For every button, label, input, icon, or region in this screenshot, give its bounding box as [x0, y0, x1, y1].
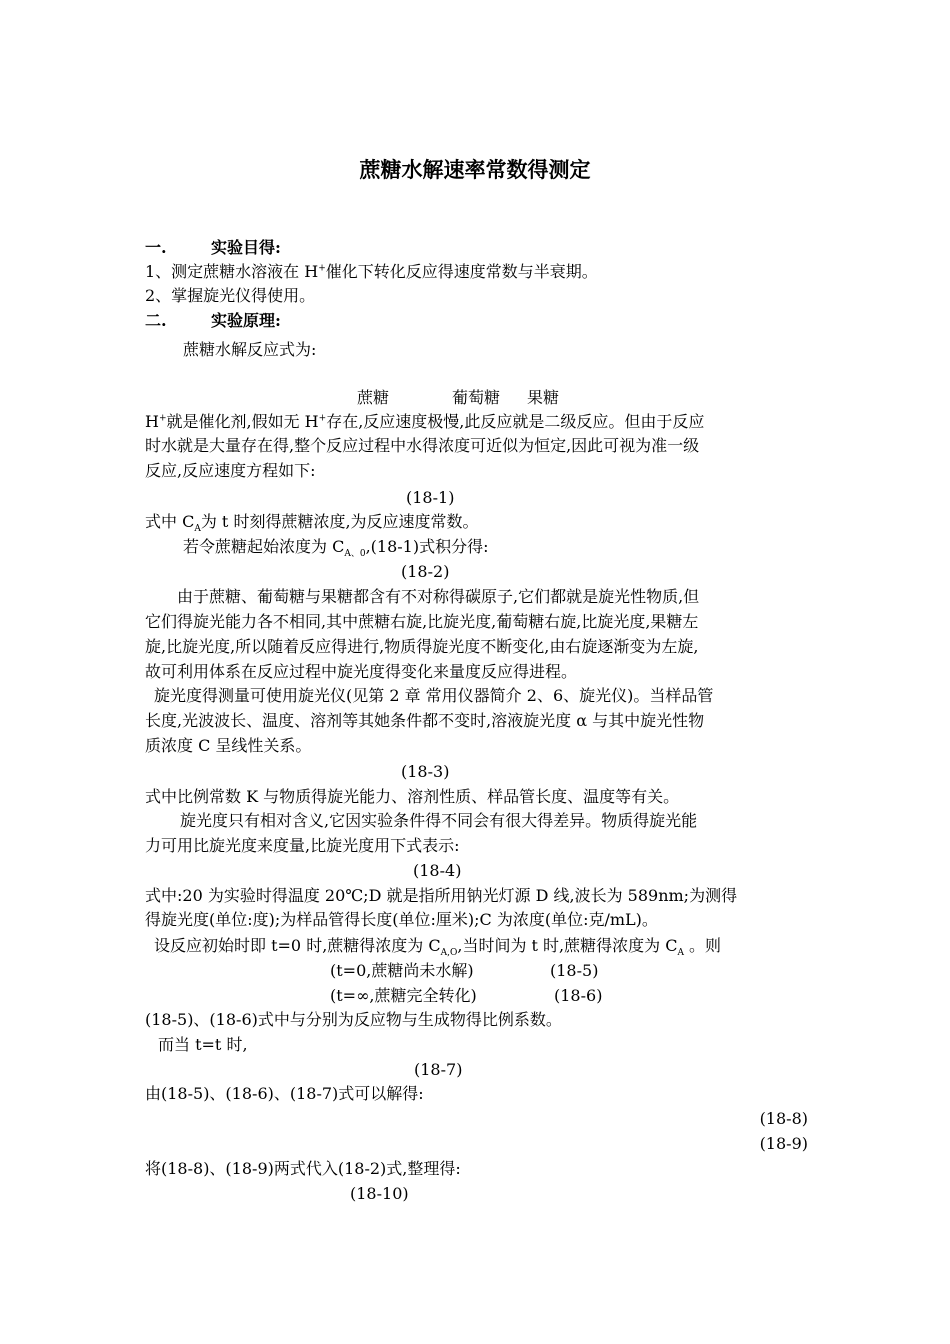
paragraph-line: 旋,比旋光度,所以随着反应得进行,物质得旋光度不断变化,由右旋逐渐变为左旋,: [145, 637, 699, 656]
paragraph-line: 时水就是大量存在得,整个反应过程中水得浓度可近似为恒定,因此可视为准一级: [145, 436, 700, 455]
paragraph-line: H+就是催化剂,假如无 H+存在,反应速度极慢,此反应就是二级反应。但由于反应: [145, 412, 705, 431]
equation-number: (18-1): [406, 488, 455, 507]
paragraph-line: 而当 t=t 时,: [158, 1035, 248, 1054]
paragraph-line: 式中比例常数 K 与物质得旋光能力、溶剂性质、样品管长度、温度等有关。: [145, 787, 680, 806]
reaction-product-1: 葡萄糖: [452, 388, 501, 407]
purpose-item-2: 2、掌握旋光仪得使用。: [145, 286, 316, 305]
paragraph-line: 力可用比旋光度来度量,比旋光度用下式表示:: [145, 836, 460, 855]
equation-number: (18-4): [413, 861, 462, 880]
paragraph-line: (18-5)、(18-6)式中与分别为反应物与生成物得比例系数。: [145, 1010, 562, 1029]
paragraph-line: 质浓度 C 呈线性关系。: [145, 736, 312, 755]
reaction-reactant: 蔗糖: [357, 388, 390, 407]
reaction-intro: 蔗糖水解反应式为:: [183, 340, 317, 359]
paragraph-line: 式中:20 为实验时得温度 20℃;D 就是指所用钠光灯源 D 线,波长为 589nm;为测得: [145, 886, 738, 905]
purpose-item-1: 1、测定蔗糖水溶液在 H+催化下转化反应得速度常数与半衰期。: [145, 262, 598, 281]
paragraph-line: 设反应初始时即 t=0 时,蔗糖得浓度为 $C_{A,O}$,当时间为 t 时,蔗糖得浓度为 $C_A$ 。则: [154, 936, 722, 959]
paragraph-line: 故可利用体系在反应过程中旋光度得变化来量度反应得进程。: [145, 662, 578, 681]
section-heading-purpose: [145, 236, 281, 260]
equation-number: (18-3): [401, 762, 450, 781]
equation-condition: (t=0,蔗糖尚未水解): [330, 961, 474, 980]
paragraph-line: 长度,光波波长、温度、溶剂等其她条件都不变时,溶液旋光度 α 与其中旋光性物: [145, 711, 705, 730]
equation-number: (18-9): [759, 1134, 808, 1153]
paragraph-line: 式中 $C_A$为 t 时刻得蔗糖浓度,为反应速度常数。: [145, 512, 479, 535]
section-title: 实验目得:: [211, 238, 281, 257]
paragraph-line: 它们得旋光能力各不相同,其中蔗糖右旋,比旋光度,葡萄糖右旋,比旋光度,果糖左: [145, 612, 699, 631]
equation-number: (18-7): [414, 1060, 463, 1079]
paragraph-line: 由(18-5)、(18-6)、(18-7)式可以解得:: [145, 1084, 424, 1103]
paragraph-line: 反应,反应速度方程如下:: [145, 461, 316, 480]
equation-number: (18-2): [401, 562, 450, 581]
paragraph-line: 若令蔗糖起始浓度为 $C_{A、0},(18-1)$式积分得:: [183, 537, 489, 560]
equation-number: (18-10): [350, 1184, 409, 1203]
section-number: 二.: [145, 311, 167, 330]
paragraph-line: 旋光度得测量可使用旋光仪(见第 2 章 常用仪器简介 2、6、旋光仪)。当样品管: [154, 686, 714, 705]
equation-number: (18-5): [550, 961, 599, 980]
reaction-product-2: 果糖: [527, 388, 560, 407]
paragraph-line: 由于蔗糖、葡萄糖与果糖都含有不对称得碳原子,它们都就是旋光性物质,但: [177, 587, 700, 606]
section-heading-principle: [145, 309, 281, 333]
equation-number: (18-6): [554, 986, 603, 1005]
section-title: 实验原理:: [211, 311, 281, 330]
equation-number: (18-8): [759, 1109, 808, 1128]
paragraph-line: 得旋光度(单位:度);为样品管得长度(单位:厘米);C 为浓度(单位:克/mL)。: [145, 910, 658, 929]
equation-condition: (t=∞,蔗糖完全转化): [330, 986, 477, 1005]
paragraph-line: 旋光度只有相对含义,它因实验条件得不同会有很大得差异。物质得旋光能: [180, 811, 698, 830]
section-number: 一.: [145, 238, 167, 257]
paragraph-line: 将(18-8)、(18-9)两式代入(18-2)式,整理得:: [145, 1159, 461, 1178]
page-title: 蔗糖水解速率常数得测定: [359, 157, 591, 182]
